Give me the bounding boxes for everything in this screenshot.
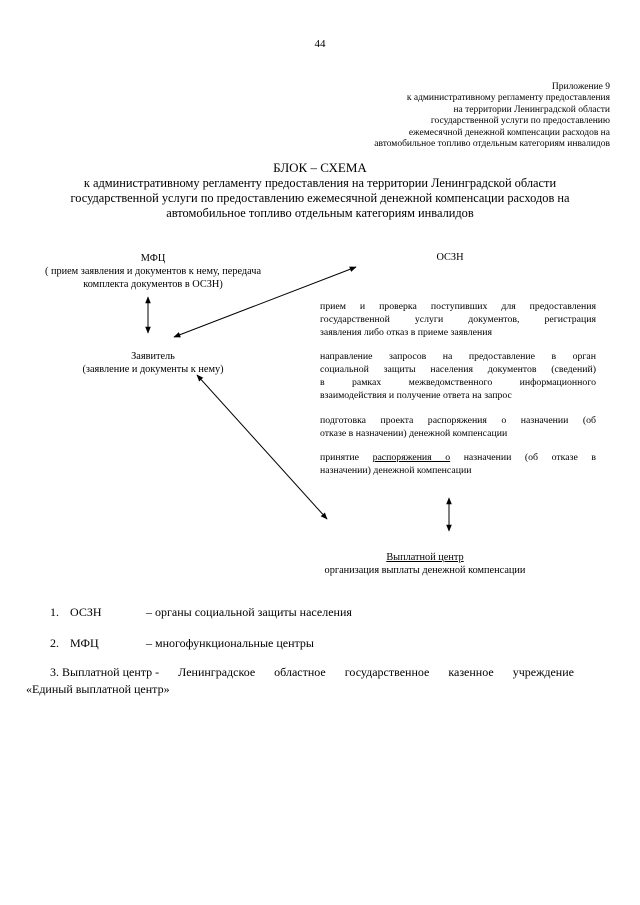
step-line: отказе в назначении) денежной компенсации bbox=[320, 428, 508, 439]
payout-subtitle: организация выплаты денежной компенсации bbox=[324, 565, 526, 576]
legend-word: учреждение bbox=[512, 665, 574, 679]
legend-line bbox=[26, 664, 574, 681]
document-title: БЛОК – СХЕМА bbox=[273, 160, 367, 175]
step-text: назначении (об отказе в bbox=[450, 452, 596, 463]
legend-word: государственное bbox=[344, 665, 430, 679]
step-text-underlined: распоряжения о bbox=[372, 452, 451, 463]
payout-title: Выплатной центр bbox=[386, 552, 464, 563]
legend-item-mfc bbox=[50, 636, 314, 651]
arrow-applicant-oszn bbox=[174, 267, 356, 337]
appendix-line: Приложение 9 bbox=[551, 82, 610, 92]
mfc-desc-line: ( прием заявления и документов к нему, передача bbox=[44, 266, 262, 277]
legend-abbr: ОСЗН bbox=[70, 605, 102, 619]
legend-word: областное bbox=[274, 665, 326, 679]
legend-text: – органы социальной защиты населения bbox=[146, 605, 352, 619]
mfc-desc-line: комплекта документов в ОСЗН) bbox=[83, 279, 223, 290]
legend-item-oszn bbox=[50, 605, 352, 620]
step-line: назначении) денежной компенсации bbox=[320, 465, 472, 476]
appendix-line: государственной услуги по предоставлению bbox=[430, 116, 610, 127]
step-line: государственной услуги документов, регистрация bbox=[320, 314, 596, 325]
oszn-node-title: ОСЗН bbox=[436, 252, 464, 263]
legend-word: казенное bbox=[448, 665, 494, 679]
legend-number: 2. bbox=[50, 636, 59, 650]
arrow-applicant-payout bbox=[197, 375, 327, 519]
legend-part bbox=[50, 664, 159, 681]
page-number: 44 bbox=[314, 38, 326, 50]
legend-text: – многофункциональные центры bbox=[146, 636, 314, 650]
legend-item-payout-center bbox=[26, 664, 574, 698]
step-line: заявления либо отказ в приеме заявления bbox=[320, 327, 492, 338]
legend-word: Выплатной центр - bbox=[62, 665, 160, 679]
step-line: подготовка проекта распоряжения о назначении (об bbox=[320, 415, 596, 426]
step-line: в рамках межведомственного информационного bbox=[320, 377, 596, 388]
step-line: прием и проверка поступивших для предоставления bbox=[320, 301, 596, 312]
step-line: взаимодействия и получение ответа на запрос bbox=[320, 390, 512, 401]
step-line: направление запросов на предоставление в орган bbox=[320, 351, 596, 362]
appendix-line: автомобильное топливо отдельным категориям инвалидов bbox=[374, 139, 610, 150]
step-line: социальной защиты населения документов (сведений) bbox=[320, 364, 596, 375]
legend-number: 1. bbox=[50, 605, 59, 619]
legend-word: Ленинградское bbox=[178, 665, 256, 679]
appendix-line: к административному регламенту предоставления bbox=[406, 93, 610, 104]
legend-number: 3. bbox=[50, 665, 59, 679]
step-text: принятие bbox=[320, 452, 373, 463]
applicant-title: Заявитель bbox=[131, 351, 175, 362]
document-subtitle: к административному регламенту предоставления на территории Ленинградской области государственной услуги по предоставлению ежемесячной денежной компенсации расходов на автомобильное топливо отдельным категориям инвалидов bbox=[70, 176, 570, 220]
applicant-subtitle: (заявление и документы к нему) bbox=[82, 364, 224, 375]
legend-abbr: МФЦ bbox=[70, 636, 99, 650]
mfc-title: МФЦ bbox=[140, 253, 166, 264]
legend-line: «Единый выплатной центр» bbox=[26, 682, 170, 696]
appendix-line: на территории Ленинградской области bbox=[453, 104, 610, 115]
appendix-line: ежемесячной денежной компенсации расходов на bbox=[408, 127, 610, 138]
